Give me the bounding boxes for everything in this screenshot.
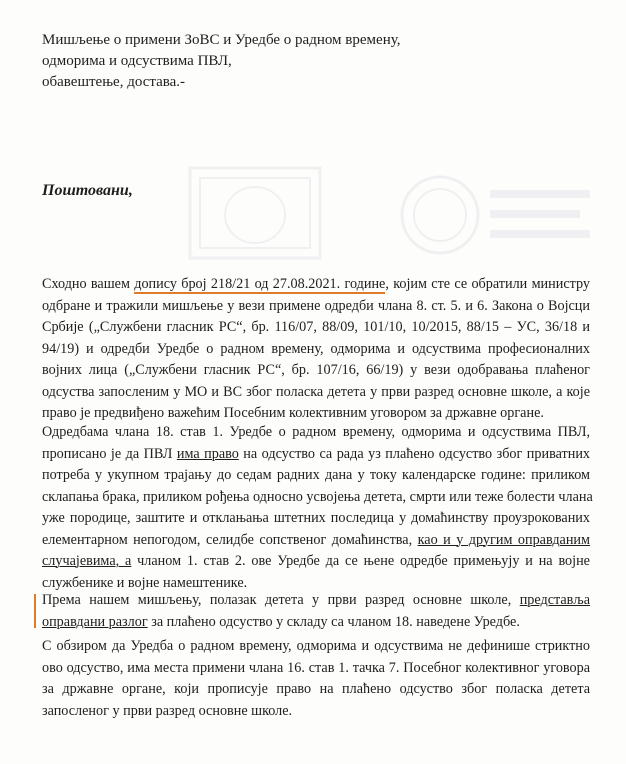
text-line: одбране и тражили мишљење у вези примене одредби члана 8. ст. 5. и 6. Закона о Војсци xyxy=(42,297,590,314)
text-segment: на одсуство са рада уз плаћено одсуство због приватних xyxy=(238,445,590,462)
text-line xyxy=(42,530,590,552)
text-line: Србије („Службени гласник РС“, бр. 116/07, 88/09, 101/10, 10/2015, 88/15 – УС, 36/18 и xyxy=(42,319,590,335)
underlined-phrase: као и у другим оправданим xyxy=(417,531,590,548)
text-segment: елементарном непогодом, селидбе сопственог домаћинства, xyxy=(42,531,418,548)
text-segment: Према нашем мишљењу, полазак детета у први разред основне школе, xyxy=(42,592,520,608)
paragraph-conclusion xyxy=(42,636,590,722)
text-line xyxy=(42,444,590,466)
text-segment: прописано је да ПВЛ xyxy=(42,445,177,462)
margin-highlight-bar xyxy=(34,594,36,628)
paragraph-request xyxy=(42,274,590,425)
subject-line-3: обавештење, достава.- xyxy=(42,74,186,90)
underlined-phrase: представља xyxy=(519,592,590,608)
text-line: службенике и војне намештенике. xyxy=(42,574,248,591)
text-segment: , којим сте се обратили министру xyxy=(385,276,590,292)
underlined-phrase: оправдани разлог xyxy=(42,613,148,630)
text-line: војних лица („Службени гласник РС“, бр. 107/16, 66/19) у вези одобравања плаћеног xyxy=(42,362,590,378)
text-line: запосленог у први разред основне школе. xyxy=(42,702,293,719)
subject-line-2: одморима и одсуствима ПВЛ, xyxy=(42,53,232,69)
text-segment: чланом 1. став 2. ове Уредбе да се њене одредбе примењују и на војне xyxy=(131,553,590,569)
underlined-phrase: има право xyxy=(176,445,239,462)
paragraph-opinion xyxy=(42,590,590,633)
text-line: одсуства запосленим у МО и ВС због поласка детета у први разред основне школе, а које xyxy=(42,383,590,400)
text-line: склапања брака, приликом рођења односно усвојења детета, смрти или теже болести члана xyxy=(42,488,593,505)
text-line xyxy=(42,612,590,634)
text-segment: Сходно вашем xyxy=(42,276,135,292)
text-line xyxy=(42,590,590,612)
highlighted-reference: допису број 218/21 од 27.08.2021. године xyxy=(134,276,386,292)
text-line: Одредбама члана 18. став 1. Уредбе о радном времену, одморима и одсуствима ПВЛ, xyxy=(42,424,590,440)
text-line: право је предвиђено важећим Посебним колективним уговором за државне органе. xyxy=(42,405,544,421)
text-line xyxy=(42,551,590,573)
subject-header xyxy=(42,30,400,93)
text-line: С обзиром да Уредба о радном времену, одморима и одсуствима не дефинише стриктно xyxy=(42,638,590,654)
salutation: Поштовани, xyxy=(42,182,133,199)
text-line: 94/19) и одредби Уредбе о радном времену, одморима и одсуствима професионалних xyxy=(42,340,590,357)
text-line: ово одсуство, има места примени члана 16. став 1. тачка 7. Посебног колективног уговора xyxy=(42,659,590,676)
faded-seal-stamp xyxy=(180,160,330,270)
text-line xyxy=(42,274,590,296)
text-line: уже породице, заштите и отклањања штетних последица у домаћинству проузрокованих xyxy=(42,510,590,526)
underlined-phrase: случајевима, а xyxy=(42,553,132,569)
paragraph-regulation xyxy=(42,422,593,594)
text-line: потреба у укупном трајању до седам радних дана у току календарске године: приликом xyxy=(42,467,590,483)
text-segment: за плаћено одсуство у складу са чланом 18. наведене Уредбе. xyxy=(147,613,520,630)
faded-round-stamp xyxy=(400,160,600,280)
subject-line-1: Мишљење о примени ЗоВС и Уредбе о радном времену, xyxy=(42,32,401,48)
text-line: за државне органе, који прописује право на плаћено одсуство због поласка детета xyxy=(42,681,590,697)
